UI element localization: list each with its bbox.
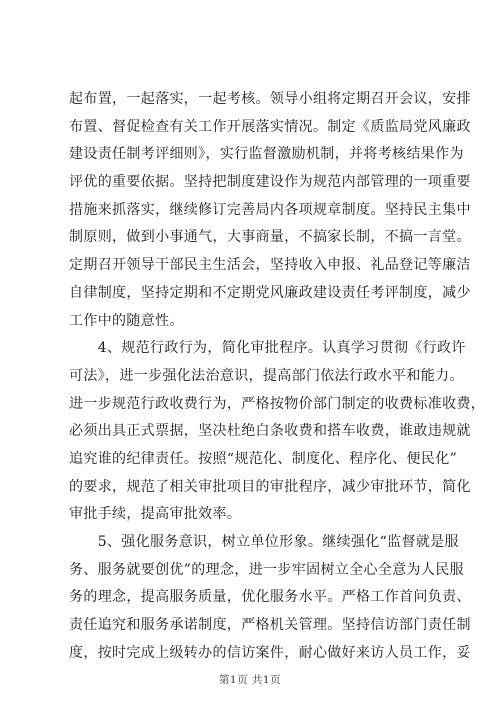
text-line: 审批手续，提高审批效率。 (69, 506, 242, 523)
text-line: 可法》，进一步强化法治意识，提高部门依法行政水平和能力。 (69, 367, 464, 384)
text-line: 起布置，一起落实，一起考核。领导小组将定期召开会议，安排 (69, 91, 471, 107)
text-line: 制原则，做到小事通气，大事商量，不搞家长制，不搞一言堂。 (69, 229, 471, 246)
text-line: 措施来抓落实，继续修订完善局内各项规章制度。坚持民主集中 (69, 201, 471, 218)
text-line: 5、强化服务意识，树立单位形象。继续强化“监督就是服 (69, 534, 459, 550)
text-line: 布置、督促检查有关工作开展落实情况。制定《质监局党风廉政 (69, 118, 471, 135)
text-line: 的要求，规范了相关审批项目的审批程序，减少审批环节，简化 (69, 478, 471, 495)
text-line: 责任追究和服务承诺制度，严格机关管理。坚持信访部门责任制 (69, 617, 471, 634)
text-line: 追究谁的纪律责任。按照“规范化、制度化、程序化、便民化” (69, 450, 458, 467)
text-line: 评优的重要依据。坚持把制度建设作为规范内部管理的一项重要 (69, 174, 471, 191)
text-line: 必须出具正式票据，坚决杜绝白条收费和搭车收费，谁敢违规就 (69, 423, 471, 440)
text-line: 进一步规范行政收费行为，严格按物价部门制定的收费标准收费， (69, 395, 486, 412)
page-footer: 第1页 共1页 (218, 674, 282, 686)
document-body (69, 86, 486, 667)
text-line: 建设责任制考评细则》，实行监督激励机制，并将考核结果作为 (69, 146, 464, 163)
text-line: 务、服务就要创优”的理念，进一步牢固树立全心全意为人民服 (69, 561, 464, 578)
text-line: 度，按时完成上级转办的信访案件，耐心做好来访人员工作，妥 (69, 644, 471, 661)
text-line: 定期召开领导干部民主生活会，坚持收入申报、礼品登记等廉洁 (69, 257, 471, 274)
text-line: 自律制度，坚持定期和不定期党风廉政建设责任考评制度，减少 (69, 284, 471, 301)
text-line: 工作中的随意性。 (69, 312, 184, 329)
text-line: 4、规范行政行为，简化审批程序。认真学习贯彻《行政许 (69, 340, 466, 357)
text-line: 务的理念，提高服务质量，优化服务水平。严格工作首问负责、 (69, 589, 471, 606)
